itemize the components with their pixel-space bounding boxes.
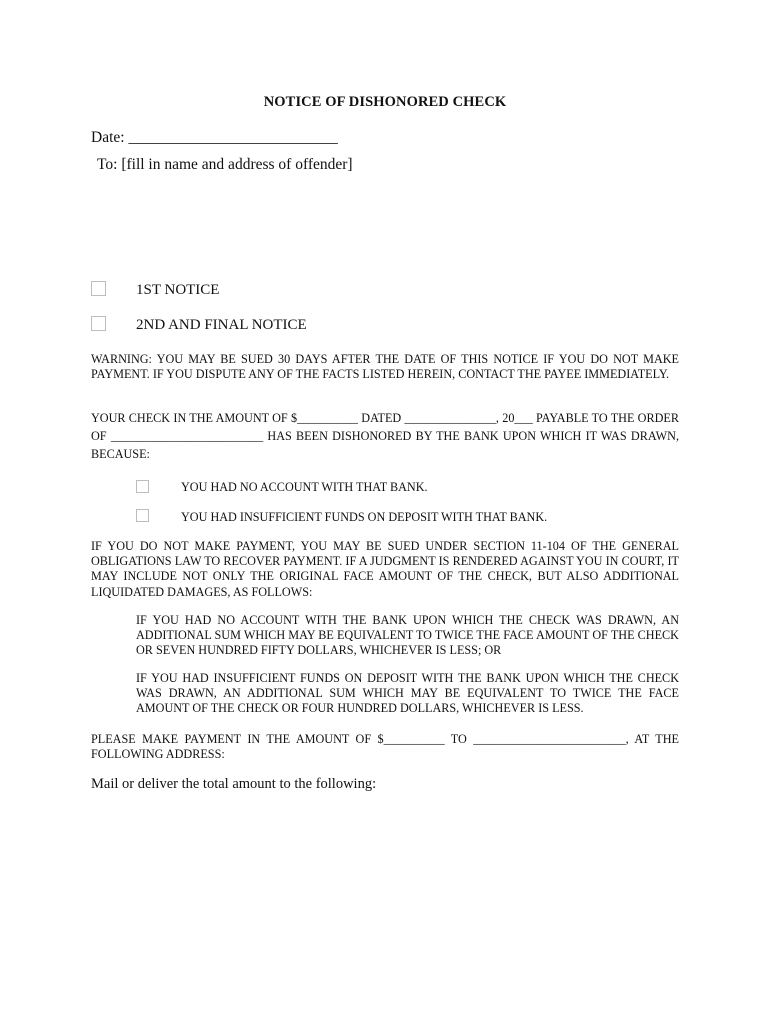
no-account-checkbox[interactable]: [136, 480, 149, 493]
legal-paragraph: IF YOU DO NOT MAKE PAYMENT, YOU MAY BE SUED UNDER SECTION 11-104 OF THE GENERAL OBLIGATIONS LAW TO RECOVER PAYMENT. IF A JUDGMENT IS RENDERED AGAINST YOU IN COURT, IT MAY INCLUDE NOT ONLY THE ORIGINAL FACE AMOUNT OF THE CHECK, BUT ALSO ADDITIONAL LIQUIDATED DAMAGES, AS FOLLOWS:: [91, 539, 679, 599]
final-notice-checkbox[interactable]: [91, 316, 106, 331]
first-notice-checkbox[interactable]: [91, 281, 106, 296]
damages-insufficient-funds: IF YOU HAD INSUFFICIENT FUNDS ON DEPOSIT WITH THE BANK UPON WHICH THE CHECK WAS DRAWN, AN ADDITIONAL SUM WHICH MAY BE EQUIVALENT TO TWICE THE FACE AMOUNT OF THE CHECK OR FOUR HUNDRED DOLLARS, WHICHEVER IS LESS.: [136, 671, 679, 716]
first-notice-label: 1ST NOTICE: [136, 282, 220, 298]
final-notice-label: 2ND AND FINAL NOTICE: [136, 317, 307, 333]
mail-instruction: Mail or deliver the total amount to the following:: [91, 776, 377, 792]
damages-no-account: IF YOU HAD NO ACCOUNT WITH THE BANK UPON WHICH THE CHECK WAS DRAWN, AN ADDITIONAL SUM WHICH MAY BE EQUIVALENT TO TWICE THE FACE AMOUNT OF THE CHECK OR SEVEN HUNDRED FIFTY DOLLARS, WHICHEVER IS LESS; OR: [136, 613, 679, 658]
no-account-label: YOU HAD NO ACCOUNT WITH THAT BANK.: [181, 480, 428, 494]
warning-paragraph: WARNING: YOU MAY BE SUED 30 DAYS AFTER THE DATE OF THIS NOTICE IF YOU DO NOT MAKE PAYMENT. IF YOU DISPUTE ANY OF THE FACTS LISTED HEREIN, CONTACT THE PAYEE IMMEDIATELY.: [91, 352, 679, 382]
insufficient-funds-label: YOU HAD INSUFFICIENT FUNDS ON DEPOSIT WITH THAT BANK.: [181, 510, 548, 524]
payment-paragraph[interactable]: PLEASE MAKE PAYMENT IN THE AMOUNT OF $__________ TO _________________________, AT THE FOLLOWING ADDRESS:: [91, 732, 679, 762]
document-title: NOTICE OF DISHONORED CHECK: [263, 94, 507, 110]
insufficient-funds-checkbox[interactable]: [136, 509, 149, 522]
date-field[interactable]: Date: ___________________________: [91, 129, 338, 146]
recipient-field[interactable]: To: [fill in name and address of offender]: [97, 156, 353, 173]
check-details-paragraph[interactable]: YOUR CHECK IN THE AMOUNT OF $__________ DATED _______________, 20___ PAYABLE TO THE ORDER OF _________________________ HAS BEEN DISHONORED BY THE BANK UPON WHICH IT WAS DRAWN, BECAUSE:: [91, 411, 679, 461]
